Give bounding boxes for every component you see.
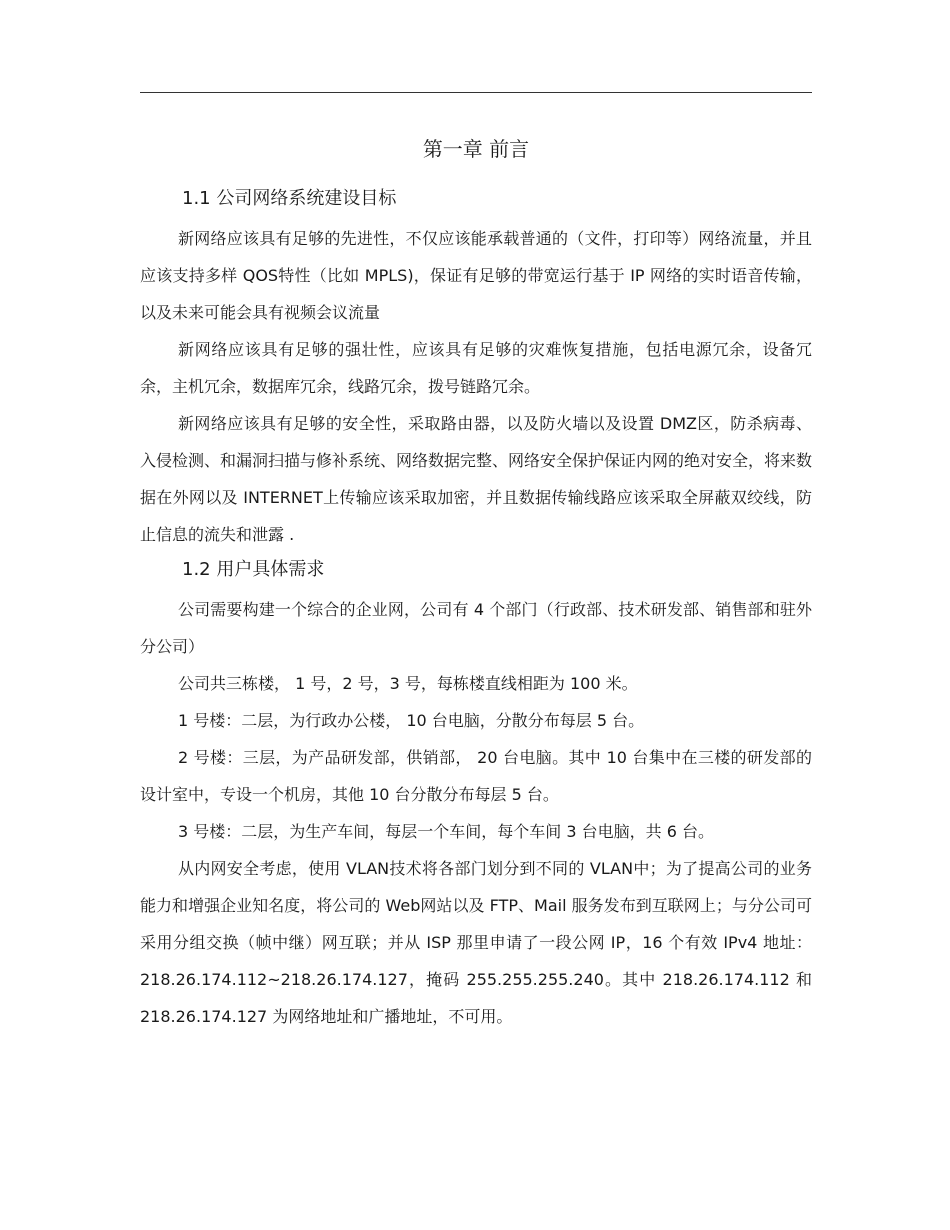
document-body — [140, 134, 812, 1035]
section-heading-1-1: 1.1 公司网络系统建设目标 — [182, 188, 397, 209]
paragraph: 3 号楼：二层，为生产车间，每层一个车间，每个车间 3 台电脑，共 6 台。 — [178, 822, 714, 841]
section-heading-1-2: 1.2 用户具体需求 — [182, 559, 325, 580]
header-rule — [140, 92, 812, 93]
paragraph: 2 号楼：三层，为产品研发部，供销部， 20 台电脑。其中 10 台集中在三楼的研发部的设计室中，专设一个机房，其他 10 台分散分布每层 5 台。 — [140, 748, 812, 804]
paragraph: 公司需要构建一个综合的企业网，公司有 4 个部门（行政部、技术研发部、销售部和驻外分公司） — [140, 600, 812, 656]
paragraph: 公司共三栋楼， 1 号，2 号，3 号，每栋楼直线相距为 100 米。 — [178, 674, 638, 693]
paragraph: 新网络应该具有足够的安全性，采取路由器，以及防火墙以及设置 DMZ区，防杀病毒、入侵检测、和漏洞扫描与修补系统、网络数据完整、网络安全保护保证内网的绝对安全，将来数据在外网以及 INTERNET上传输应该采取加密，并且数据传输线路应该采取全屏蔽双绞线，防止信息的流失和泄露 . — [140, 414, 813, 544]
chapter-title: 第一章 前言 — [422, 137, 530, 161]
paragraph: 1 号楼：二层，为行政办公楼， 10 台电脑，分散分布每层 5 台。 — [178, 711, 645, 730]
paragraph: 新网络应该具有足够的先进性，不仅应该能承载普通的（文件，打印等）网络流量，并且应该支持多样 QOS特性（比如 MPLS)，保证有足够的带宽运行基于 IP 网络的实时语音传输，以及未来可能会具有视频会议流量 — [140, 229, 812, 322]
paragraph: 从内网安全考虑，使用 VLAN技术将各部门划分到不同的 VLAN中；为了提高公司的业务能力和增强企业知名度，将公司的 Web网站以及 FTP、Mail 服务发布到互联网上；与分公司可采用分组交换（帧中继）网互联；并从 ISP 那里申请了一段公网 IP，16 个有效 IPv4 地址：218.26.174.112~218.26.174.127，掩码 255.255.255.240。其中 218.26.174.112 和 218.26.174.127 为网络地址和广播地址，不可用。 — [140, 859, 812, 1026]
paragraph: 新网络应该具有足够的强壮性，应该具有足够的灾难恢复措施，包括电源冗余，设备冗余，主机冗余，数据库冗余，线路冗余，拨号链路冗余。 — [140, 340, 812, 396]
